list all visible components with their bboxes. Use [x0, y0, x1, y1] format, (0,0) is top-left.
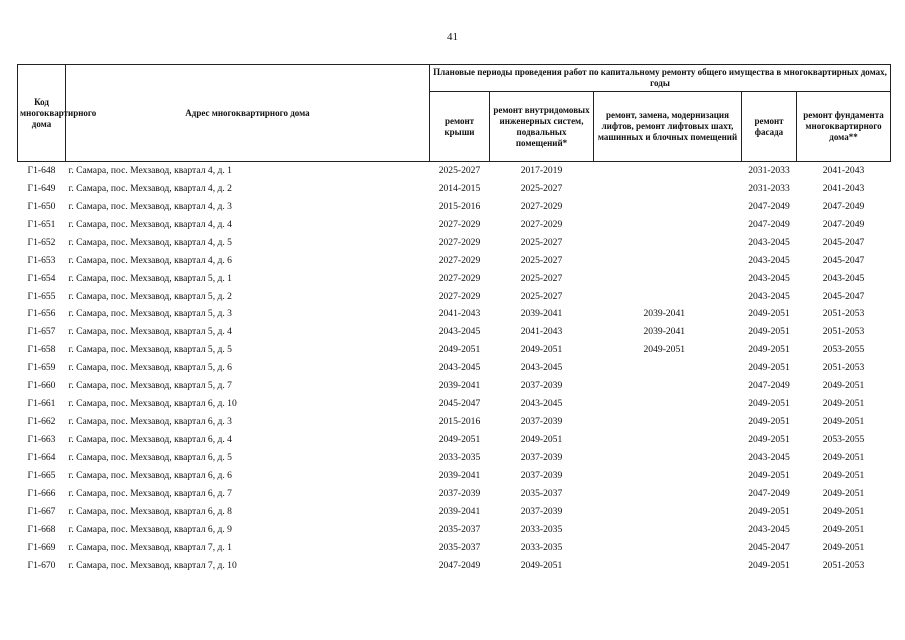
table-row [18, 288, 891, 306]
cell-facade: 2045-2047 [748, 541, 790, 553]
page-number: 41 [447, 31, 458, 43]
table-row [18, 323, 891, 341]
cell-roof: 2015-2016 [438, 200, 481, 212]
capital-repair-schedule-table [17, 64, 891, 575]
cell-roof: 2039-2041 [438, 380, 481, 392]
cell-lift [594, 503, 742, 521]
cell-code: Г1-649 [27, 182, 56, 194]
cell-engineering: 2037-2039 [520, 469, 563, 481]
cell-lift [594, 252, 742, 270]
cell-address: г. Самара, пос. Мехзавод, квартал 5, д. 2 [68, 290, 232, 302]
cell-code: Г1-654 [27, 272, 56, 284]
cell-address: г. Самара, пос. Мехзавод, квартал 4, д. 2 [68, 182, 232, 194]
cell-engineering: 2039-2041 [520, 308, 563, 320]
cell-roof: 2045-2047 [438, 398, 481, 410]
header-facade: ремонт фасада [742, 92, 797, 162]
header-code: Код многоквартирного дома [18, 65, 66, 162]
cell-address: г. Самара, пос. Мехзавод, квартал 6, д. 3 [68, 416, 232, 428]
cell-code: Г1-668 [27, 523, 56, 535]
cell-facade: 2049-2051 [748, 344, 790, 356]
cell-foundation: 2049-2051 [822, 469, 865, 481]
cell-lift: 2039-2041 [643, 326, 686, 338]
cell-lift [594, 198, 742, 216]
cell-address: г. Самара, пос. Мехзавод, квартал 4, д. 3 [68, 200, 232, 212]
cell-foundation: 2049-2051 [822, 505, 865, 517]
cell-roof: 2049-2051 [438, 344, 481, 356]
cell-engineering: 2033-2035 [520, 541, 563, 553]
cell-foundation: 2049-2051 [822, 487, 865, 499]
cell-engineering: 2017-2019 [520, 164, 563, 176]
cell-lift [594, 395, 742, 413]
cell-engineering: 2049-2051 [520, 434, 563, 446]
cell-address: г. Самара, пос. Мехзавод, квартал 7, д. 10 [68, 559, 237, 571]
cell-code: Г1-661 [27, 398, 56, 410]
header-address: Адрес многоквартирного дома [66, 65, 430, 162]
cell-foundation: 2045-2047 [822, 290, 865, 302]
cell-engineering: 2041-2043 [520, 326, 563, 338]
cell-roof: 2049-2051 [438, 434, 481, 446]
cell-roof: 2041-2043 [438, 308, 481, 320]
cell-lift [594, 485, 742, 503]
cell-roof: 2027-2029 [438, 290, 481, 302]
cell-facade: 2049-2051 [748, 326, 790, 338]
cell-facade: 2043-2045 [748, 254, 790, 266]
cell-address: г. Самара, пос. Мехзавод, квартал 6, д. 4 [68, 434, 232, 446]
cell-facade: 2049-2051 [748, 362, 790, 374]
cell-foundation: 2053-2055 [822, 434, 865, 446]
cell-engineering: 2025-2027 [520, 236, 563, 248]
cell-foundation: 2047-2049 [822, 200, 865, 212]
table-body [18, 162, 891, 575]
cell-engineering: 2025-2027 [520, 254, 563, 266]
cell-foundation: 2051-2053 [822, 362, 865, 374]
cell-engineering: 2043-2045 [520, 398, 563, 410]
cell-facade: 2031-2033 [748, 182, 790, 194]
table-row [18, 485, 891, 503]
cell-lift [594, 521, 742, 539]
cell-facade: 2047-2049 [748, 380, 790, 392]
cell-engineering: 2033-2035 [520, 523, 563, 535]
table-row [18, 413, 891, 431]
cell-foundation: 2045-2047 [822, 254, 865, 266]
cell-roof: 2047-2049 [438, 559, 481, 571]
cell-foundation: 2049-2051 [822, 541, 865, 553]
cell-engineering: 2049-2051 [520, 559, 563, 571]
cell-code: Г1-660 [27, 380, 56, 392]
cell-address: г. Самара, пос. Мехзавод, квартал 5, д. 5 [68, 344, 232, 356]
cell-lift [594, 216, 742, 234]
cell-address: г. Самара, пос. Мехзавод, квартал 4, д. 1 [68, 164, 232, 176]
cell-address: г. Самара, пос. Мехзавод, квартал 6, д. 10 [68, 398, 237, 410]
cell-roof: 2037-2039 [438, 487, 481, 499]
cell-roof: 2035-2037 [438, 523, 481, 535]
cell-code: Г1-657 [27, 326, 56, 338]
cell-engineering: 2037-2039 [520, 451, 563, 463]
cell-facade: 2047-2049 [748, 218, 790, 230]
table-row [18, 270, 891, 288]
header-lift: ремонт, замена, модернизация лифтов, ремонт лифтовых шахт, машинных и блочных помещений [594, 92, 742, 162]
cell-engineering: 2027-2029 [520, 218, 563, 230]
table-row [18, 198, 891, 216]
cell-code: Г1-662 [27, 416, 56, 428]
cell-roof: 2027-2029 [438, 236, 481, 248]
cell-foundation: 2049-2051 [822, 398, 865, 410]
table-row [18, 521, 891, 539]
cell-address: г. Самара, пос. Мехзавод, квартал 5, д. 6 [68, 362, 232, 374]
cell-facade: 2049-2051 [748, 416, 790, 428]
cell-facade: 2043-2045 [748, 236, 790, 248]
cell-engineering: 2035-2037 [520, 487, 563, 499]
cell-code: Г1-650 [27, 200, 56, 212]
cell-code: Г1-656 [27, 308, 56, 320]
cell-roof: 2027-2029 [438, 272, 481, 284]
cell-code: Г1-666 [27, 487, 56, 499]
cell-foundation: 2047-2049 [822, 218, 865, 230]
cell-address: г. Самара, пос. Мехзавод, квартал 6, д. 6 [68, 469, 232, 481]
cell-address: г. Самара, пос. Мехзавод, квартал 4, д. 6 [68, 254, 232, 266]
table-row [18, 503, 891, 521]
cell-foundation: 2043-2045 [822, 272, 865, 284]
table-row [18, 359, 891, 377]
cell-address: г. Самара, пос. Мехзавод, квартал 6, д. 8 [68, 505, 232, 517]
cell-roof: 2027-2029 [438, 218, 481, 230]
cell-code: Г1-663 [27, 434, 56, 446]
header-foundation: ремонт фундамента многоквартирного дома** [797, 92, 891, 162]
cell-engineering: 2049-2051 [520, 344, 563, 356]
cell-address: г. Самара, пос. Мехзавод, квартал 5, д. 7 [68, 380, 232, 392]
cell-code: Г1-664 [27, 451, 56, 463]
cell-foundation: 2051-2053 [822, 559, 865, 571]
cell-roof: 2025-2027 [438, 164, 481, 176]
cell-lift [594, 162, 742, 180]
cell-lift [594, 467, 742, 485]
cell-address: г. Самара, пос. Мехзавод, квартал 4, д. 4 [68, 218, 232, 230]
cell-roof: 2027-2029 [438, 254, 481, 266]
cell-address: г. Самара, пос. Мехзавод, квартал 7, д. 1 [68, 541, 232, 553]
cell-code: Г1-653 [27, 254, 56, 266]
cell-code: Г1-667 [27, 505, 56, 517]
cell-engineering: 2037-2039 [520, 505, 563, 517]
cell-engineering: 2043-2045 [520, 362, 563, 374]
cell-address: г. Самара, пос. Мехзавод, квартал 6, д. 7 [68, 487, 232, 499]
cell-code: Г1-658 [27, 344, 56, 356]
cell-lift [594, 413, 742, 431]
cell-address: г. Самара, пос. Мехзавод, квартал 5, д. 3 [68, 308, 232, 320]
table-row [18, 180, 891, 198]
cell-engineering: 2037-2039 [520, 416, 563, 428]
cell-lift [594, 431, 742, 449]
cell-lift: 2049-2051 [643, 344, 686, 356]
cell-facade: 2031-2033 [748, 164, 790, 176]
cell-foundation: 2049-2051 [822, 416, 865, 428]
cell-code: Г1-648 [27, 164, 56, 176]
cell-code: Г1-659 [27, 362, 56, 374]
cell-engineering: 2025-2027 [520, 182, 563, 194]
cell-facade: 2049-2051 [748, 469, 790, 481]
table-row [18, 252, 891, 270]
cell-lift [594, 234, 742, 252]
cell-foundation: 2051-2053 [822, 308, 865, 320]
cell-foundation: 2045-2047 [822, 236, 865, 248]
table-row [18, 539, 891, 557]
header-periods: Плановые периоды проведения работ по капитальному ремонту общего имущества в многоквартирных домах, годы [430, 65, 891, 92]
cell-facade: 2049-2051 [748, 505, 790, 517]
cell-facade: 2047-2049 [748, 487, 790, 499]
cell-lift [594, 539, 742, 557]
cell-facade: 2049-2051 [748, 434, 790, 446]
cell-address: г. Самара, пос. Мехзавод, квартал 6, д. 5 [68, 451, 232, 463]
cell-foundation: 2053-2055 [822, 344, 865, 356]
cell-code: Г1-670 [27, 559, 56, 571]
cell-lift [594, 359, 742, 377]
table-row [18, 395, 891, 413]
header-roof: ремонт крыши [430, 92, 490, 162]
cell-address: г. Самара, пос. Мехзавод, квартал 5, д. 4 [68, 326, 232, 338]
cell-engineering: 2027-2029 [520, 200, 563, 212]
cell-facade: 2043-2045 [748, 523, 790, 535]
cell-roof: 2039-2041 [438, 505, 481, 517]
cell-foundation: 2041-2043 [822, 164, 865, 176]
cell-facade: 2049-2051 [748, 398, 790, 410]
cell-code: Г1-652 [27, 236, 56, 248]
cell-foundation: 2049-2051 [822, 451, 865, 463]
cell-foundation: 2049-2051 [822, 523, 865, 535]
table-row [18, 449, 891, 467]
cell-lift [594, 288, 742, 306]
cell-lift [594, 377, 742, 395]
header-engineering: ремонт внутридомовых инженерных систем, подвальных помещений* [490, 92, 594, 162]
cell-engineering: 2025-2027 [520, 272, 563, 284]
cell-facade: 2049-2051 [748, 559, 790, 571]
cell-address: г. Самара, пос. Мехзавод, квартал 5, д. 1 [68, 272, 232, 284]
cell-lift [594, 270, 742, 288]
cell-facade: 2043-2045 [748, 272, 790, 284]
table-row [18, 306, 891, 324]
cell-roof: 2014-2015 [438, 182, 481, 194]
cell-foundation: 2049-2051 [822, 380, 865, 392]
cell-foundation: 2041-2043 [822, 182, 865, 194]
cell-roof: 2033-2035 [438, 451, 481, 463]
table-header [18, 65, 891, 162]
table-row [18, 467, 891, 485]
cell-roof: 2035-2037 [438, 541, 481, 553]
cell-lift: 2039-2041 [643, 308, 686, 320]
cell-facade: 2049-2051 [748, 308, 790, 320]
cell-code: Г1-651 [27, 218, 56, 230]
cell-lift [594, 180, 742, 198]
cell-address: г. Самара, пос. Мехзавод, квартал 6, д. 9 [68, 523, 232, 535]
table-row [18, 431, 891, 449]
cell-address: г. Самара, пос. Мехзавод, квартал 4, д. 5 [68, 236, 232, 248]
cell-code: Г1-669 [27, 541, 56, 553]
table-row [18, 216, 891, 234]
cell-roof: 2015-2016 [438, 416, 481, 428]
cell-code: Г1-665 [27, 469, 56, 481]
cell-facade: 2047-2049 [748, 200, 790, 212]
table-row [18, 234, 891, 252]
cell-roof: 2043-2045 [438, 326, 481, 338]
table-row [18, 341, 891, 359]
cell-lift [594, 449, 742, 467]
cell-facade: 2043-2045 [748, 290, 790, 302]
cell-engineering: 2025-2027 [520, 290, 563, 302]
cell-roof: 2039-2041 [438, 469, 481, 481]
table-row [18, 377, 891, 395]
table-row [18, 162, 891, 180]
cell-engineering: 2037-2039 [520, 380, 563, 392]
cell-roof: 2043-2045 [438, 362, 481, 374]
cell-lift [594, 557, 742, 575]
table-row [18, 557, 891, 575]
cell-foundation: 2051-2053 [822, 326, 865, 338]
cell-code: Г1-655 [27, 290, 56, 302]
cell-facade: 2043-2045 [748, 451, 790, 463]
